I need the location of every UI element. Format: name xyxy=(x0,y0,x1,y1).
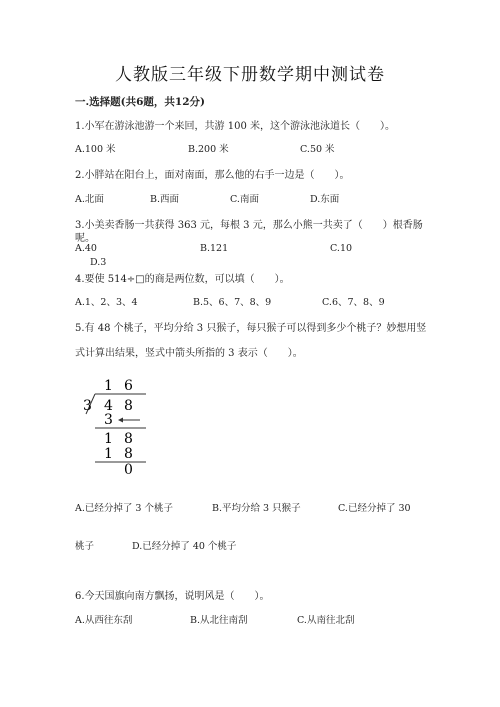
question-3-stem-line-1: 3.小美卖香肠一共获得 363 元，每根 3 元，那么小熊一共卖了（ ）根香肠 xyxy=(75,220,423,231)
divisor: 3 xyxy=(83,398,92,414)
quotient-digit-1: 1 xyxy=(104,378,113,394)
question-5-stem-line-1: 5.有 48 个桃子，平均分给 3 只猴子，每只猴子可以得到多少个桃子？妙想用竖 xyxy=(75,323,427,334)
question-5-option-d: D.已经分掉了 40 个桃子 xyxy=(132,541,237,552)
step-3-digit-2: 8 xyxy=(124,446,133,462)
question-6-option-b: B.从北往南刮 xyxy=(190,615,248,626)
question-2-stem: 2.小胖站在阳台上，面对南面，那么他的右手一边是（ ）。 xyxy=(75,170,350,181)
dividend-digit-2: 8 xyxy=(124,398,133,414)
question-5-option-c: C.已经分掉了 30 xyxy=(338,503,411,514)
subtraction-step-1: 3 xyxy=(104,412,113,428)
page-title: 人教版三年级下册数学期中测试卷 xyxy=(115,65,385,85)
long-division-diagram xyxy=(80,372,160,477)
step-2-digit-1: 1 xyxy=(104,431,113,447)
question-5-option-b: B.平均分给 3 只猴子 xyxy=(212,503,301,514)
remainder: 0 xyxy=(124,462,133,477)
question-3-stem-line-2: 呢。 xyxy=(75,233,95,244)
step-3-digit-1: 1 xyxy=(104,446,113,462)
question-3-option-d: D.3 xyxy=(90,257,107,268)
question-5-option-a: A.已经分掉了 3 个桃子 xyxy=(75,503,173,514)
question-4-option-c: C.6、7、8、9 xyxy=(322,297,385,308)
question-3-option-c: C.10 xyxy=(330,243,353,254)
question-5-option-c-continued: 桃子 xyxy=(75,541,95,552)
quotient-digit-2: 6 xyxy=(124,378,133,394)
question-2-option-d: D.东面 xyxy=(310,194,340,205)
question-6-stem: 6.今天国旗向南方飘扬，说明风是（ ）。 xyxy=(75,591,270,602)
section-heading: 一.选择题(共6题，共12分) xyxy=(75,96,206,108)
question-2-option-a: A.北面 xyxy=(75,194,104,205)
arrow-head-icon xyxy=(118,418,123,423)
question-1-stem: 1.小军在游泳池游一个来回，共游 100 米，这个游泳池泳道长（ ）。 xyxy=(75,121,395,132)
question-1-option-a: A.100 米 xyxy=(75,144,116,155)
question-5-stem-line-2: 式计算出结果，竖式中箭头所指的 3 表示（ ）。 xyxy=(75,348,303,359)
question-6-option-a: A.从西往东刮 xyxy=(75,615,133,626)
question-2-option-c: C.南面 xyxy=(230,194,259,205)
question-4-option-b: B.5、6、7、8、9 xyxy=(193,297,272,308)
dividend-digit-1: 4 xyxy=(104,398,113,414)
question-4-option-a: A.1、2、3、4 xyxy=(75,297,138,308)
question-4-stem: 4.要使 514÷□的商是两位数，可以填（ ）。 xyxy=(75,274,290,285)
question-3-option-b: B.121 xyxy=(200,243,229,254)
question-6-option-c: C.从南往北刮 xyxy=(297,615,355,626)
step-2-digit-2: 8 xyxy=(124,431,133,447)
question-2-option-b: B.西面 xyxy=(150,194,180,205)
question-1-option-c: C.50 米 xyxy=(300,144,335,155)
question-1-option-b: B.200 米 xyxy=(188,144,229,155)
question-3-option-a: A.40 xyxy=(75,243,97,254)
